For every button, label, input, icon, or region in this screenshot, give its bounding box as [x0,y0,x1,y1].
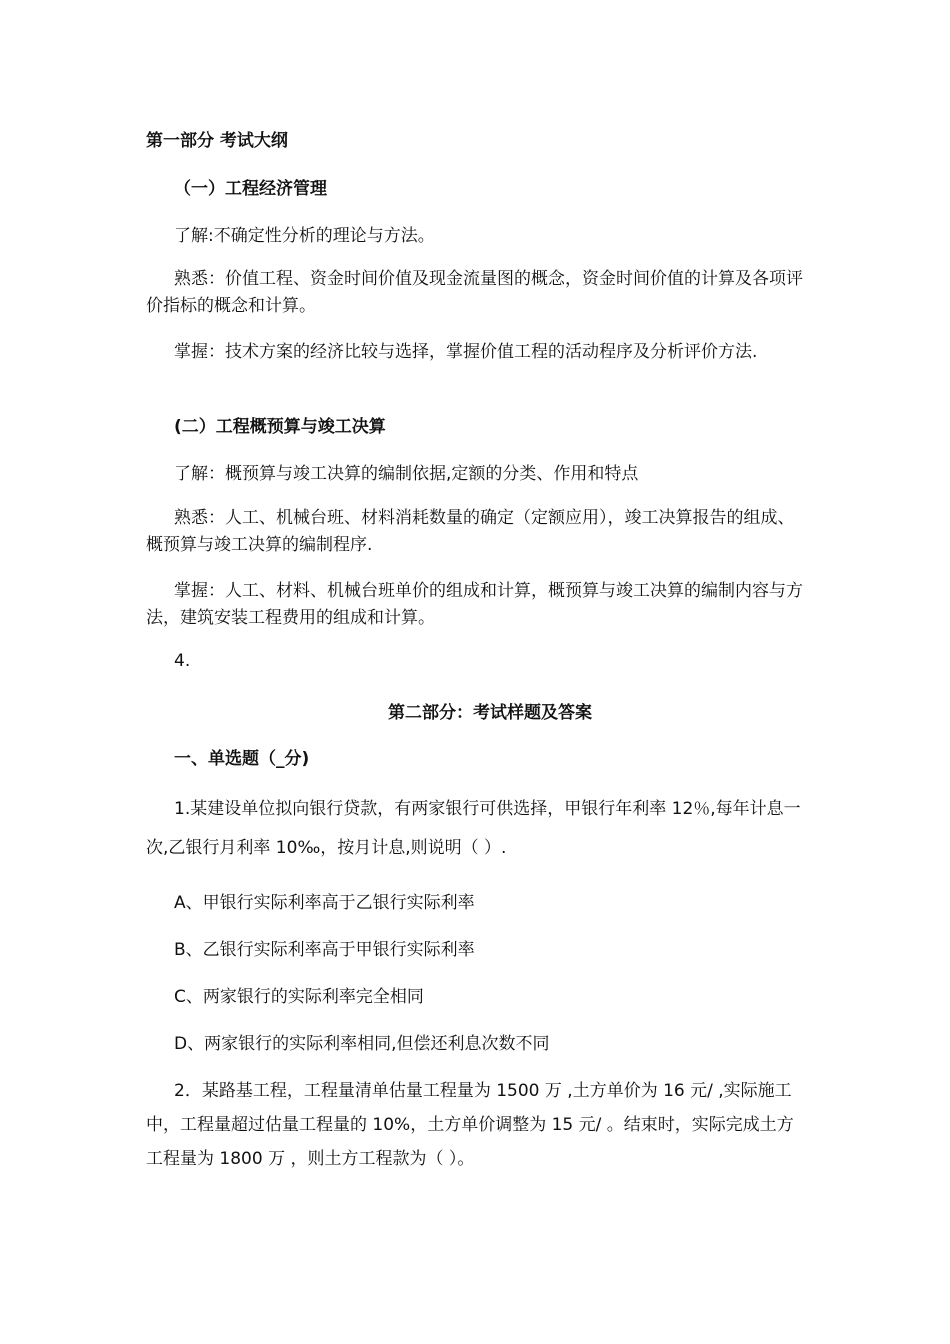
question-1-option-c: C、两家银行的实际利率完全相同 [174,987,424,1007]
item-number-4: 4. [174,651,191,671]
single-choice-heading: 一、单选题（_分) [174,749,310,769]
question-1-stem: 1.某建设单位拟向银行贷款，有两家银行可供选择，甲银行年利率 12％,每年计息一次,乙银行月利率 10‰，按月计息,则说明（ ）. [146,799,801,858]
question-1-option-d: D、两家银行的实际利率相同,但偿还利息次数不同 [174,1034,550,1054]
section2-master: 掌握：人工、材料、机械台班单价的组成和计算，概预算与竣工决算的编制内容与方法，建筑安装工程费用的组成和计算。 [146,581,803,628]
question-1-option-b: B、乙银行实际利率高于甲银行实际利率 [174,940,475,960]
part1-title: 第一部分 考试大纲 [146,131,288,151]
section1-master: 掌握：技术方案的经济比较与选择，掌握价值工程的活动程序及分析评价方法. [174,342,758,362]
question-2-stem: 2．某路基工程，工程量清单估量工程量为 1500 万 ,土方单价为 16 元/ ,实际施工中，工程量超过估量工程量的 10%，土方单价调整为 15 元/ 。结束时，实际完成土方工程量为 1800 万 ，则土方工程款为（ ）。 [146,1081,794,1169]
section2-understand: 了解：概预算与竣工决算的编制依据,定额的分类、作用和特点 [174,464,639,484]
part2-title: 第二部分：考试样题及答案 [388,703,592,723]
section2-familiar: 熟悉：人工、机械台班、材料消耗数量的确定（定额应用），竣工决算报告的组成、概预算与竣工决算的编制程序. [146,508,795,555]
question-1-option-a: A、甲银行实际利率高于乙银行实际利率 [174,893,475,913]
section1-heading: （一）工程经济管理 [174,179,327,199]
section2-heading: (二）工程概预算与竣工决算 [174,417,386,437]
section1-understand: 了解:不确定性分析的理论与方法。 [174,226,435,246]
section1-familiar: 熟悉：价值工程、资金时间价值及现金流量图的概念，资金时间价值的计算及各项评价指标的概念和计算。 [146,269,803,316]
